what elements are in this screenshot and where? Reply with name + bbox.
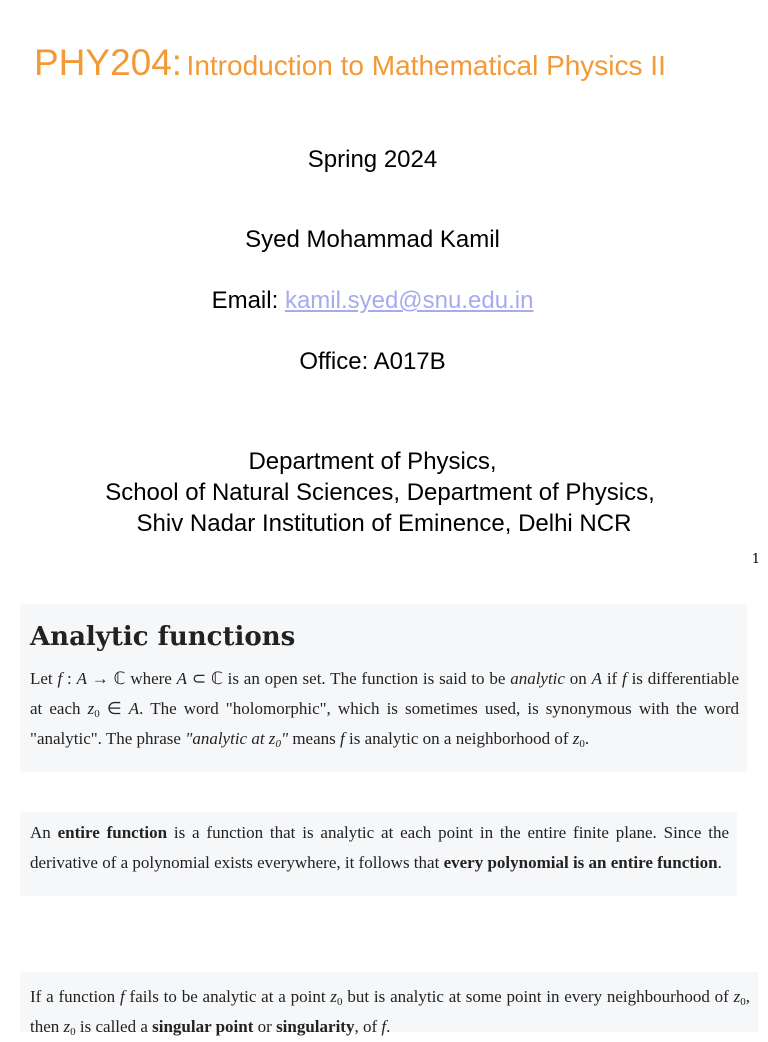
affiliation-line-1: Department of Physics, [248,448,497,475]
email-label: Email: [211,287,279,314]
email-line [0,287,745,315]
course-code: PHY204: [34,42,183,83]
course-name: Introduction to Mathematical Physics II [186,50,666,81]
singular-point-block [20,972,758,1038]
office: Office: A017B [299,348,446,375]
term: Spring 2024 [307,146,438,173]
course-title [34,42,666,84]
instructor-name: Syed Mohammad Kamil [245,226,500,253]
definition-block [20,604,747,772]
email-link[interactable]: kamil.syed@snu.edu.in [284,287,534,314]
section-heading: Analytic functions [30,622,296,652]
entire-function-block [20,812,737,896]
affiliation-line-2: School of Natural Sciences, Department of Physics, [105,479,655,506]
singular-point-text: If a function f fails to be analytic at a point $z_0$ but is analytic at some point in every neighbourhood of $z_0$, then $z_0$ is called a singular point or singularity, of f. [30,987,750,1038]
definition-text: Let f : A → ℂ where A ⊂ ℂ is an open set. The function is said to be analytic on A if f is differentiable at each $z_0$ ∈ A. The word "holomorphic", which is sometimes used, is synonymous with the word "analytic". The phrase "analytic at $z_0$" means f is analytic on a neighborhood of $z_0$. [30,669,739,750]
affiliation-line-3: Shiv Nadar Institution of Eminence, Delhi NCR [136,510,632,537]
entire-function-text: An entire function is a function that is analytic at each point in the entire finite plane. Since the derivative of a polynomial exists everywhere, it follows that every polynomial is an entire function. [30,823,729,872]
page-number: 1 [751,552,760,567]
analytic-functions-slide [0,590,768,1038]
